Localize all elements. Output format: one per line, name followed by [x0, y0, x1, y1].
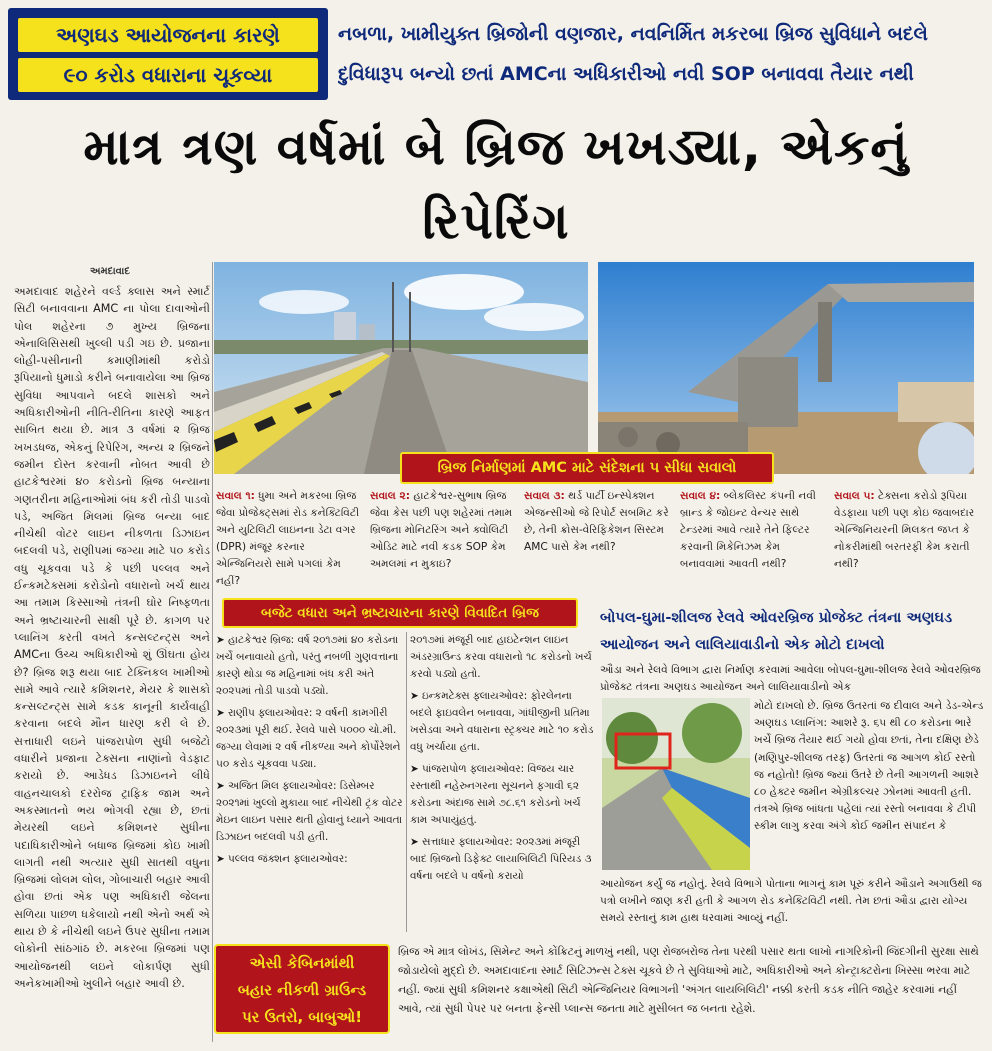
lead-article-text: અમદાવાદ શહેરને વર્લ્ડ ક્લાસ અને સ્માર્ટ સિટી બનાવવાના AMC ના પોલા દાવાઓની પોલ શહેરના ૭ મુખ્ય બ્રિજના એનાલિસિસથી ખુલ્લી પડી ગઇ છે. પ્રજાના લોહી-પસીનાની કમાણીમાંથી કરોડો રૂપિયાનો ધુમાડો કરીને બનાવાયેલા આ બ્રિજ સુવિધા આપવાને બદલે શાસકો અને અધિકારીઓની નીતિ-રીતિના કારણે આફત સાબિત થયા છે. માત્ર ૩ વર્ષમાં ૨ બ્રિજ ખખડધજ, એકનું રિપેરિંગ, અન્ય ૨ બ્રિજને જમીન દોસ્ત કરવાની નોબત આવી છે હાટકેશ્વરમાં ૪૦ કરોડનો બ્રિજ બન્યાના ગણતરીના મહિનાઓમાં બંધ કરી તોડી પાડવો પડે, અજિત મિલમાં બ્રિજ બન્યા બાદ નીચેથી વોટર લાઇન નીકળતા ડિઝાઇન બદલવી પડે, રાણીપમાં જગ્યા માટે ૫૦ કરોડ વધુ ચૂકવવા પડે કે પછી પલ્લવ અને ઈન્કમટેક્સમાં કરોડોનો વધારાનો ખર્ચ થાય આ તમામ કિસ્સાઓ તંત્રની ઘોર નિષ્ફળતા અને ભ્રષ્ટાચારની સાક્ષી પૂરે છે. કાગળ પર પ્લાનિંગ કરતી વખતે કન્સલ્ટન્ટ્સ અને AMCના ઉચ્ચ અધિકારીઓ શું ઊંઘતા હોય છે? બ્રિજ શરૂ થયા બાદ ટેક્નિકલ ખામીઓ સામે આવે ત્યારે કમિશનર, મેયર કે શાસકો કન્સલ્ટન્ટ્સ સામે કડક કાનૂની કાર્યવાહી કરવાના બદલે મૌન ધારણ કરી લે છે. સત્તાધારી લઇને પાંજરાપોળ સુધી બજેટો વધારીને પ્રજાના ટેક્સના નાણાંનો વેડફાટ કરાયો છે. આડેધડ ડિઝાઇનને લીધે વાહનચાલકો દરરોજ ટ્રાફિક જામ અને અકસ્માતનો ભય ભોગવી રહ્યા છે, છતાં મેયરથી લઇને કમિશનર સુધીના પદાધિકારીઓને બધાજ બ્રિજમાં કોઇ ખામી લાગતી નથી અત્યાર સુધી સાતથી વધુના બ્રિજમાં લોલમ લોલ, ગોબાચારી બહાર આવી હોવા છતાં એક પણ અધિકારી જેલના સળિયા પાછળ ધકેલાયો નથી એનો અર્થ એ થાય છે કે નીચેથી લઇને ઉપર સુધીના તમામ લોકોની સાંઠગાંઠ છે. મકરબા બ્રિજમાં પણ આયોજનથી લઇને લોકાર્પણ સુધી અનેકખામીઓ ખુલીને બહાર આવી છે. — [14, 285, 210, 990]
callout-line-1: એસી કેબિનમાંથી — [249, 954, 355, 972]
question-4-text: બ્લેકલિસ્ટ કંપની નવી બ્રાન્ડ કે જોઇન્ટ વેન્ચર સાથે ટેન્ડરમાં આવે ત્યારે તેને ફિલ્ટર કરવાની મિકેનિઝમ કેમ બનાવવામાં આવતી નથી? — [680, 490, 816, 570]
closing-editorial-text: બ્રિજ એ માત્ર લોખંડ, સિમેન્ટ અને કોંક્રિટનું માળખું નથી, પણ રોજબરોજ તેના પરથી પસાર થતા લાખો નાગરિકોની જિંદગીની સુરક્ષા સાથે જોડાયેલો મુદ્દો છે. અમદાવાદના સ્માર્ટ સિટિઝન્સ ટેક્સ ચૂકવે છે તે સુવિધાઓ માટે, અધિકારીઓ અને કોન્ટ્રાક્ટરોના ખિસ્સા ભરવા માટે નહીં. જ્યાં સુધી કમિશનર કક્ષાએથી સિટી એન્જિનિયર વિભાગની 'અંગત લાયબિલિટી' નક્કી કરતી કડક નીતિ જાહેર કરવામાં નહીં આવે, ત્યાં સુધી પેપર પર બનતા ફેન્સી પ્લાન્સ જનતા માટે મુસીબત જ બનતા રહેશે. — [398, 945, 979, 1015]
budget-item: ➤ અજિત મિલ ફ્લાયઓવર: ડિસેમ્બર ૨૦૨૧માં ખુલ્લો મુકાયા બાદ નીચેથી ટ્રંક વોટર મેઇન લાઇન પસાર થતી હોવાનું ધ્યાને આવતા ડિઝાઇન બદલવી પડી હતી. — [216, 780, 403, 843]
main-headline — [8, 110, 984, 260]
question-5-text: ટેક્સના કરોડો રૂપિયા વેડફાયા પછી પણ કોઇ જવાબદાર એન્જિનિયરની મિલકત જપ્ત કે નોકરીમાંથી બરતરફી કેમ કરાતી નથી? — [834, 490, 975, 570]
budget-item: ૨૦૧૭માં મંજૂરી બાદ હાઇટેન્શન લાઇન અંડરગ્રાઉન્ડ કરવા વધારાનો ૧૮ કરોડનો ખર્ચ કરવો પડ્યો હતો. — [410, 634, 592, 680]
column-divider — [212, 262, 213, 1042]
bopal-section-title: બોપલ-ઘુમા-શીલજ રેલવે ઓવરબ્રિજ પ્રોજેક્ટ તંત્રના અણઘડ આયોજન અને લાલિયાવાડીનો એક મોટો દાખલો — [600, 609, 953, 653]
budget-item: ➤ પાંજરાપોળ ફ્લાયઓવર: વિજય ચાર રસ્તાથી નહેરુનગરના સૂચનને ફગાવી ૬૨ કરોડના અંદાજ સામે ૭૮.૬૧ કરોડનો ખર્ચ કામ અપાયુંહતું. — [410, 763, 581, 826]
question-2-text: હાટકેશ્વર-સુભાષ બ્રિજ જેવા કેસ પછી પણ શહેરમાં તમામ બ્રિજના મોનિટરિંગ અને ક્વોલિટી ઓડિટ માટે નવી કડક SOP કેમ અમલમાં ન મુકાઇ? — [370, 490, 513, 570]
question-1-text: ધુમા અને મકરબા બ્રિજ જેવા પ્રોજેક્ટ્સમાં રોડ કનેક્ટિવિટી અને યુટિલિટી લાઇનના ડેટા વગર (DPR) મંજૂર કરનાર એન્જિનિયરો સામે પગલાં કેમ નહીં? — [216, 490, 360, 587]
kicker-line-1: અણઘડ આયોજનના કારણે — [18, 18, 318, 52]
budget-item: ➤ હાટકેશ્વર બ્રિજ: વર્ષ ૨૦૧૭માં ૪૦ કરોડના ખર્ચે બનાવાયો હતો, પરંતુ નબળી ગુણવત્તાના કારણે થોડા જ મહિનામાં બંધ કરી અંતે ૨૦૨૫માં તોડી પાડવો પડ્યો. — [216, 634, 399, 697]
question-1-label: સવાલ ૧: — [216, 490, 255, 502]
question-2-label: સવાલ ૨: — [370, 490, 410, 502]
question-1 — [216, 488, 362, 594]
demolished-bridge-illustration — [598, 262, 974, 474]
question-4 — [680, 488, 826, 594]
bopal-bridge-photo — [602, 698, 750, 870]
budget-divider — [406, 632, 407, 932]
question-5 — [834, 488, 982, 594]
bopal-intro-text: ઔડા અને રેલવે વિભાગ દ્વારા નિર્માણ કરવામાં આવેલા બોપલ-ઘુમા-શીલજ રેલવે ઓવરબ્રિજ પ્રોજેક્ટ તંત્રના અણઘડ આયોજન અને લાલિયાવાડીનો એક — [600, 664, 981, 693]
bridge-road-illustration — [214, 262, 588, 474]
bopal-bottom-text: આયોજન કર્યું જ નહોતું. રેલવે વિભાગે પોતાના ભાગનું કામ પૂરું કરીને ઔડાને અગાઉથી જ પત્રો લખીને જાણ કરી હતી કે આગળ રોડ કનેક્ટિવિટી નથી. તેમ છતાં ઔડા દ્વારા યોગ્ય સમયે રસ્તાનું કામ હાથ ધરવામાં આવ્યું નહીં. — [600, 878, 982, 925]
kicker-line-2: ૯૦ કરોડ વધારાના ચૂકવ્યા — [18, 58, 318, 92]
bopal-side-text: મોટો દાખલો છે. બ્રિજ ઉતરતાં જ દીવાલ અને ડેડ-એન્ડ અણઘડ પ્લાનિંગ: આશરે રૂ. ૬૫ થી ૮૦ કરોડના ભારે ખર્ચે બ્રિજ તૈયાર થઈ ગયો હોવા છતાં, તેના દક્ષિણ છેડે (મણિપુર-શીલજ તરફ) ઉતરતાં જ આગળ કોઈ રસ્તો જ નહોતો! બ્રિજ જ્યાં ઉતરે છે તેની આગળની આશરે ૮૦ હેક્ટર જમીન એગ્રીકલ્ચર ઝોનમાં આવતી હતી. તંત્રએ બ્રિજ બાંધતા પહેલાં ત્યાં રસ્તો બનાવવા કે ટીપી સ્કીમ લાગુ કરવા અંગે કોઈ જમીન સંપાદન કે — [754, 700, 984, 833]
question-3-label: સવાલ ૩: — [524, 490, 565, 502]
budget-title-banner: બજેટ વધારા અને ભ્રષ્ટાચારના કારણે વિવાદિત બ્રિજ — [222, 598, 578, 628]
budget-item: ➤ સત્તાધાર ફ્લાયઓવર: ૨૦૨૩માં મંજૂરી બાદ બ્રિજનો ડિફેક્ટ લાયાબિલિટી પિરિયડ ૩ વર્ષના બદલે ૫ વર્ષનો કરાયો — [410, 836, 592, 882]
question-3-text: થર્ડ પાર્ટી ઇન્સ્પેક્શન એજન્સીઓ જે રિપોર્ટ સબમિટ કરે છે, તેની ક્રોસ-વેરિફિકેશન સિસ્ટમ AMC પાસે કેમ નથી? — [524, 490, 669, 553]
budget-column-right — [410, 632, 594, 942]
questions-title-banner: બ્રિજ નિર્માણમાં AMC માટે સંદેશના ૫ સીધા સવાલો — [400, 452, 774, 484]
headline-line-1: માત્ર ત્રણ વર્ષમાં બે બ્રિજ ખખડ્યા, એકનું રિપેરિંગ — [83, 118, 909, 250]
bopal-bridge-illustration — [602, 698, 750, 870]
subheadline-line-2: દુવિધારૂપ બન્યો છતાં AMCના અધિકારીઓ નવી SOP બનાવવા તૈયાર નથી — [338, 63, 914, 85]
subheadline — [338, 14, 986, 98]
budget-item: ➤ રાણીપ ફ્લાયઓવર: ૨ વર્ષની કામગીરી ૨૦૨૩માં પૂરી થઈ. રેલવે પાસે ૫૦૦૦ ચો.મી. જગ્યા લેવામાં ૨ વર્ષ નીકળ્યા અને કોર્પોરેશને ૫૦ કરોડ ચૂકવવા પડ્યા. — [216, 707, 401, 770]
question-5-label: સવાલ ૫: — [834, 490, 875, 502]
question-2 — [370, 488, 516, 594]
question-3 — [524, 488, 670, 594]
bridge-road-photo — [214, 262, 588, 474]
demolished-bridge-photo — [598, 262, 974, 474]
budget-item: ➤ ઇન્કમટેક્સ ફ્લાયઓવર: ફોરલેનના બદલે ફાઇવલેન બનાવવા, ગાંધીજીની પ્રતિમા ખસેડવા અને વધારાના સ્ટ્રક્ચર માટે ૧૦ કરોડ વધુ ખર્ચાયા હતા. — [410, 690, 594, 753]
callout-line-3: પર ઉતરો, બાબુઓ! — [241, 1008, 363, 1026]
question-4-label: સવાલ ૪: — [680, 490, 721, 502]
callout-line-2: બહાર નીકળી ગ્રાઉન્ડ — [237, 981, 367, 999]
kicker-box — [8, 8, 328, 100]
headline-line-2 — [8, 258, 984, 260]
editorial-callout-box — [214, 944, 390, 1034]
budget-item: ➤ પલ્લવ જંક્શન ફ્લાયઓવર: — [216, 853, 348, 865]
dateline: અમદાવાદ — [90, 266, 130, 277]
subheadline-line-1: નબળા, ખામીયુક્ત બ્રિજોની વણજાર, નવનિર્મિત મકરબા બ્રિજ સુવિધાને બદલે — [338, 23, 928, 45]
budget-column-left — [216, 632, 404, 942]
